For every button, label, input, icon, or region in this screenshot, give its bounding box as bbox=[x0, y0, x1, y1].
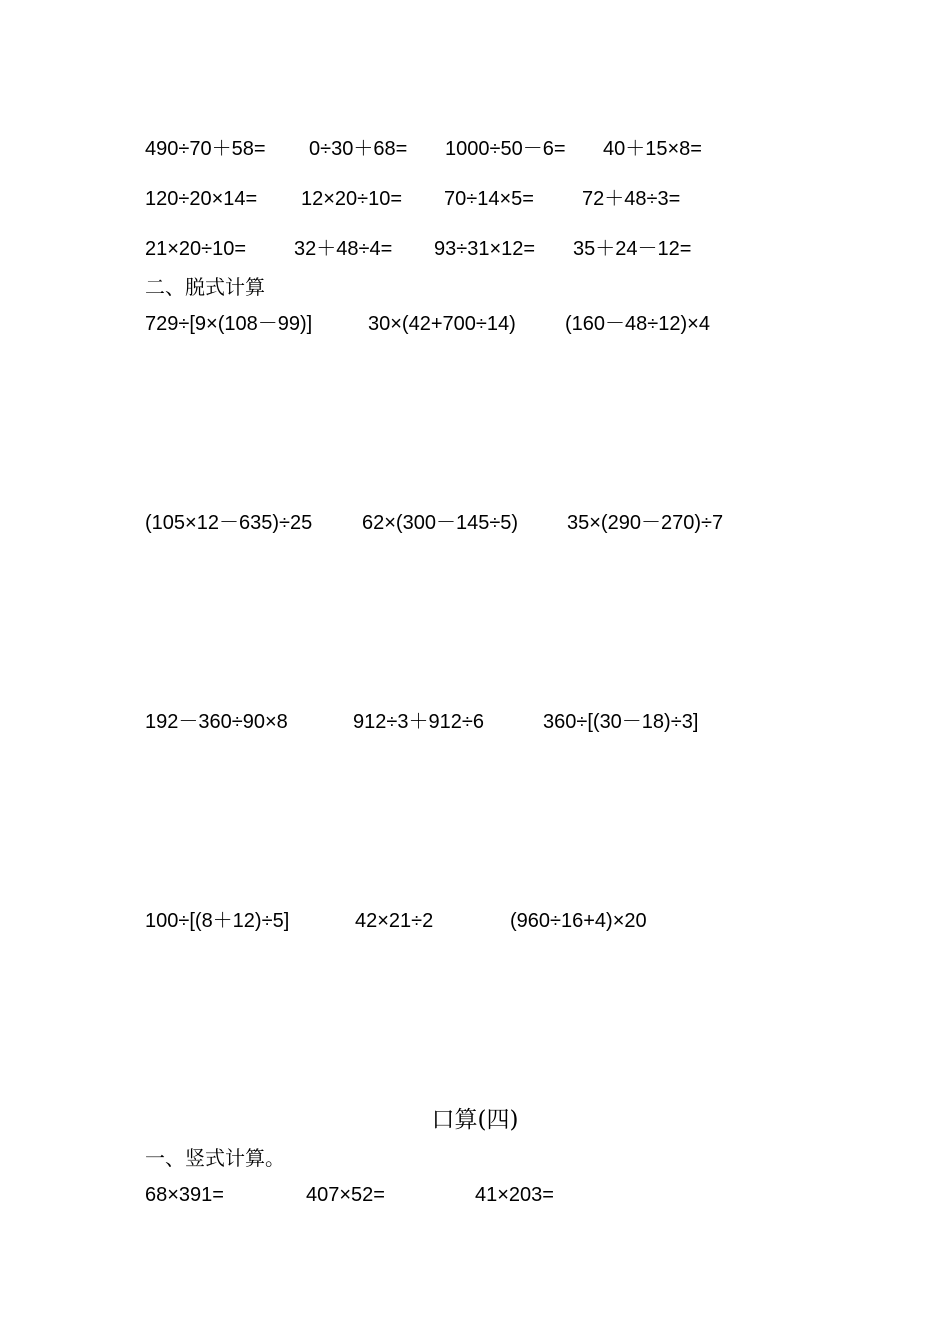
problem: 35×(290－270)÷7 bbox=[567, 512, 724, 534]
problem: 490÷70＋58= bbox=[145, 138, 266, 160]
problem: 93÷31×12= bbox=[434, 238, 536, 260]
problem: 407×52= bbox=[306, 1184, 385, 1206]
problem: 12×20÷10= bbox=[301, 188, 403, 210]
page-title: 口算(四) bbox=[431, 1107, 519, 1133]
problem: 192－360÷90×8 bbox=[145, 711, 288, 733]
problem: 40＋15×8= bbox=[603, 138, 702, 160]
problem: (160－48÷12)×4 bbox=[565, 313, 710, 335]
problem: 729÷[9×(108－99)] bbox=[145, 313, 313, 335]
problem: 32＋48÷4= bbox=[294, 238, 393, 260]
problem: 0÷30＋68= bbox=[309, 138, 408, 160]
problem: 912÷3＋912÷6 bbox=[353, 711, 484, 733]
problem: 360÷[(30－18)÷3] bbox=[543, 711, 699, 733]
problem: (960÷16+4)×20 bbox=[510, 910, 647, 932]
problem: 120÷20×14= bbox=[145, 188, 258, 210]
section-heading-vertical-calc: 一、竖式计算。 bbox=[145, 1146, 285, 1170]
problem: 35＋24－12= bbox=[573, 238, 692, 260]
problem: 30×(42+700÷14) bbox=[368, 313, 516, 335]
problem: 100÷[(8＋12)÷5] bbox=[145, 910, 290, 932]
problem: 62×(300－145÷5) bbox=[362, 512, 519, 534]
problem: 68×391= bbox=[145, 1184, 224, 1206]
problem: (105×12－635)÷25 bbox=[145, 512, 313, 534]
problem: 41×203= bbox=[475, 1184, 554, 1206]
problem: 1000÷50－6= bbox=[445, 138, 566, 160]
problem: 21×20÷10= bbox=[145, 238, 247, 260]
problem: 70÷14×5= bbox=[444, 188, 534, 210]
problem: 72＋48÷3= bbox=[582, 188, 681, 210]
section-heading-step-calc: 二、脱式计算 bbox=[145, 275, 265, 299]
problem: 42×21÷2 bbox=[355, 910, 434, 932]
